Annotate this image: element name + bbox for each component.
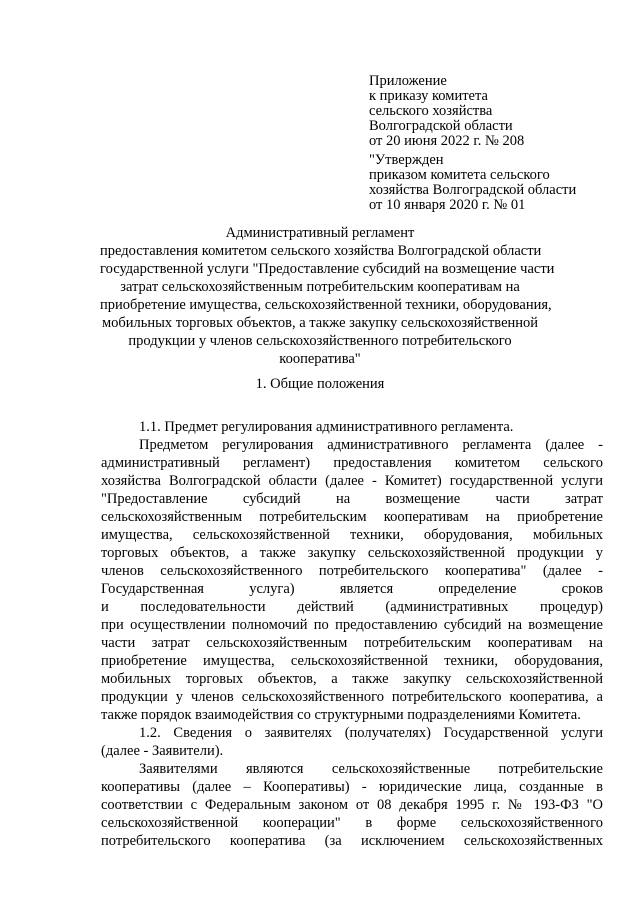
title-line: Административный регламент [225, 225, 415, 241]
title-line: приобретение имущества, сельскохозяйственной техники, оборудования, [100, 297, 552, 313]
approval-stamp-line: Приложение [369, 73, 447, 89]
title-line: продукции у членов сельскохозяйственного потребительского [128, 333, 512, 349]
approval-stamp-line: к приказу комитета [369, 88, 488, 104]
title-line: предоставления комитетом сельского хозяйства Волгоградской области [100, 243, 542, 259]
title-line: государственной услуги "Предоставление субсидий на возмещение части [100, 261, 555, 277]
body-line: также порядок взаимодействия со структурными подразделениями Комитета. [101, 707, 581, 723]
body-line: Государственная услуга) является определение сроков [101, 581, 603, 597]
approved-stamp [369, 153, 576, 213]
body-line: продукции у членов сельскохозяйственного потребительского кооператива, а [101, 689, 603, 705]
title-line: кооператива" [279, 351, 361, 367]
body-text [101, 418, 603, 850]
body-line: части затрат сельскохозяйственным потребительским кооперативам на [101, 635, 603, 651]
body-line: 1.2. Сведения о заявителях (получателях) Государственной услуги [139, 725, 603, 741]
approved-stamp-line: "Утвержден [369, 152, 444, 168]
body-line: (далее - Заявители). [101, 743, 224, 759]
body-line: мобильных торговых объектов, а также закупку сельскохозяйственной [101, 671, 603, 687]
approval-stamp-line: от 20 июня 2022 г. № 208 [369, 133, 525, 149]
body-line: сельскохозяйственной кооперации" в форме сельскохозяйственного [101, 815, 603, 831]
body-line: и последовательности действий (административных процедур) [101, 599, 603, 615]
approved-stamp-line: хозяйства Волгоградской области [369, 182, 577, 198]
body-line: административный регламент) предоставления комитетом сельского [101, 455, 603, 471]
approved-stamp-line: приказом комитета сельского [369, 167, 550, 183]
body-line: соответствии с Федеральным законом от 08 декабря 1995 г. № 193-ФЗ "О [101, 797, 603, 813]
approval-stamp-line: Волгоградской области [369, 118, 513, 134]
body-line: хозяйства Волгоградской области (далее - Комитет) государственной услуги [101, 473, 603, 489]
body-line: потребительского кооператива (за исключением сельскохозяйственных [101, 833, 603, 849]
body-line: кооперативы (далее – Кооперативы) - юридические лица, созданные в [101, 779, 603, 795]
approval-stamp-line: сельского хозяйства [369, 103, 493, 119]
body-line: 1.1. Предмет регулирования административного регламента. [139, 419, 514, 435]
title-line: мобильных торговых объектов, а также закупку сельскохозяйственной [101, 315, 539, 331]
section-heading: 1. Общие положения [255, 376, 385, 392]
body-line: приобретение имущества, сельскохозяйственной техники, оборудования, [101, 653, 603, 669]
body-line: Предметом регулирования административного регламента (далее - [139, 437, 603, 453]
document-title [100, 224, 555, 368]
body-line: Заявителями являются сельскохозяйственные потребительские [139, 761, 603, 777]
body-line: при осуществлении полномочий по предоставлению субсидий на возмещение [101, 617, 603, 633]
body-line: сельскохозяйственным потребительским кооперативам на приобретение [101, 509, 603, 525]
approval-stamp [369, 74, 524, 149]
approved-stamp-line: от 10 января 2020 г. № 01 [369, 197, 526, 213]
body-line: "Предоставление субсидий на возмещение части затрат [101, 491, 603, 507]
body-line: торговых объектов, а также закупку сельскохозяйственной продукции у [101, 545, 603, 561]
body-line: имущества, сельскохозяйственной техники, оборудования, мобильных [101, 527, 603, 543]
body-line: членов сельскохозяйственного потребительского кооператива" (далее - [101, 563, 603, 579]
title-line: затрат сельскохозяйственным потребительским кооперативам на [120, 279, 520, 295]
